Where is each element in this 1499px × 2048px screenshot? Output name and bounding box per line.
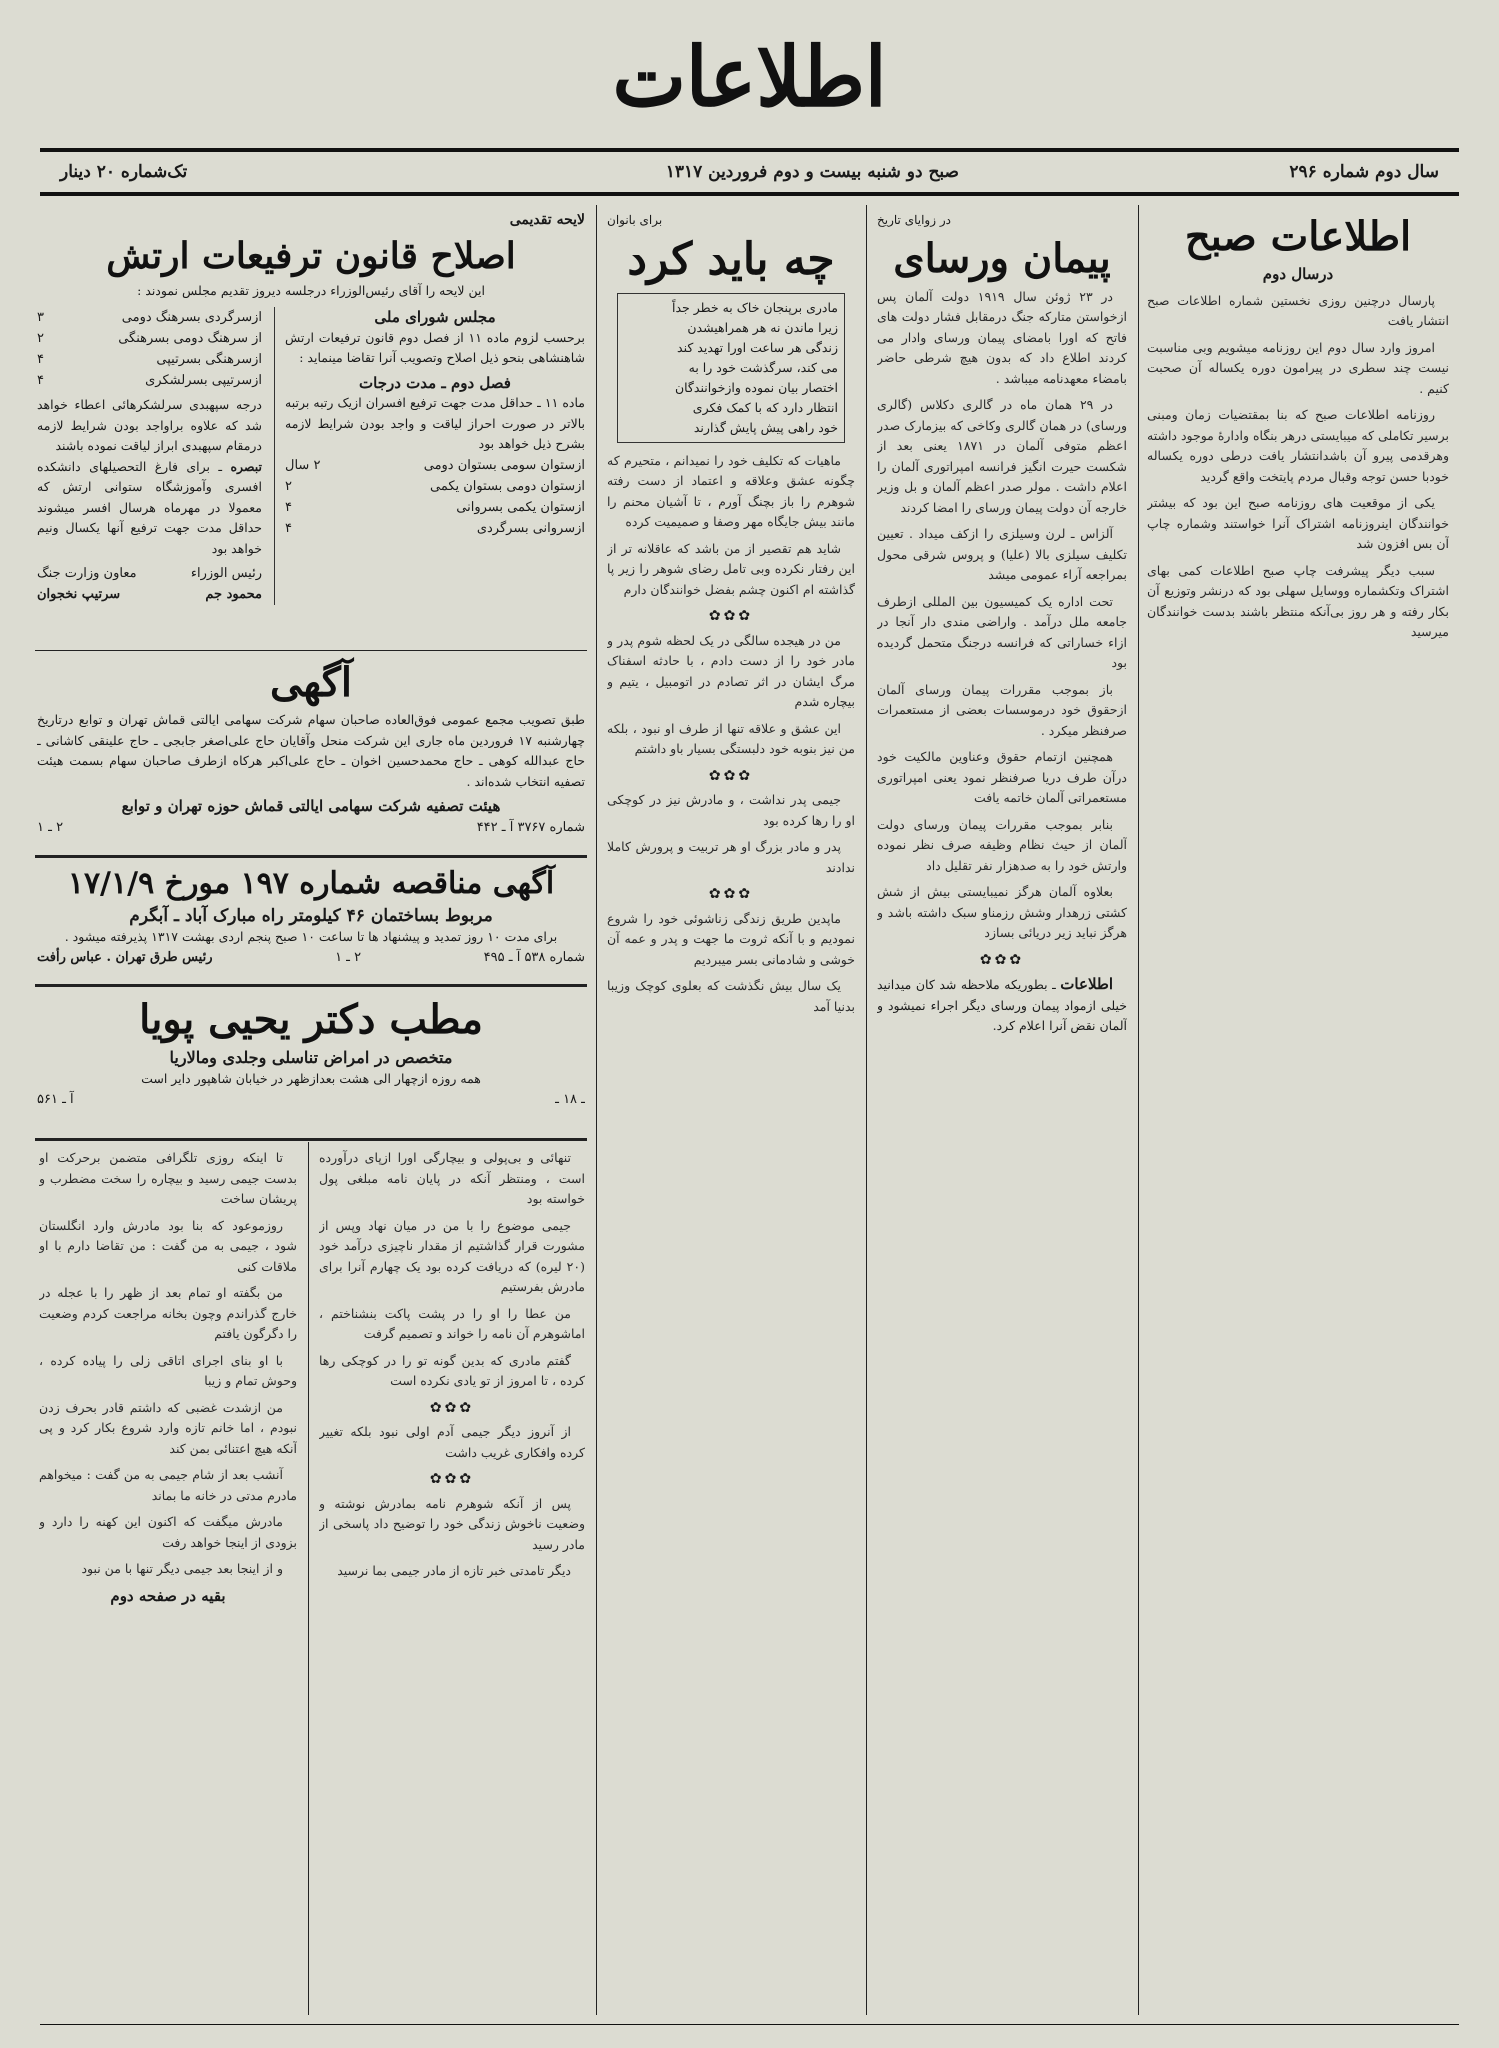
women-paragraph: من در هیجده سالگی در یک لحظه شوم پدر و مادر خود را از دست دادم ، با حادثه اسفناک مرگ ایشان در اثر تصادم در اتومبیل ، یتیم و بیچاره شدم — [607, 632, 855, 709]
versailles-paragraph: در ۲۳ ژوئن سال ۱۹۱۹ دولت آلمان پس ازخواستن متارکه جنگ درمقابل فشار دولت های فاتح که اورا بامضای پیمان ورسای وادار می کردند اطلاع داد که بدون هیچ شرطی حاضر بامضاء معهدنامه میباشد . — [877, 288, 1127, 386]
story-paragraph: تا اینکه روزی تلگرافی متضمن برحرکت او بدست جیمی رسید و بیچاره را سخت مضطرب و پریشان ساخت — [39, 1150, 297, 1206]
tender-code-secondary: ۲ ـ ۱ — [335, 950, 362, 965]
women-paragraph: پدر و مادر بزرگ او هر تربیت و پرورش کاملا ندادند — [607, 839, 855, 875]
bill-tag: لایحه تقدیمی — [509, 212, 585, 228]
section-separator: ✿✿✿ — [708, 886, 754, 902]
versailles-paragraph: بنابر بموجب مقررات پیمان ورسای دولت آلمان از حیث نظام وظیفه صرف نظر نموده وارتش خود را به صدهزار نفر تقلیل داد — [877, 816, 1127, 873]
rank-row — [37, 370, 262, 391]
story-paragraph: تنهائی و بی‌پولی و بیچارگی اورا ازپای درآورده است ، ومنتظر آنکه در پایان نامه مبلغی پول خواسته بود — [319, 1150, 585, 1206]
versailles-column: در زوایای تاریخ پیمان ورسای در ۲۳ ژوئن سال ۱۹۱۹ دولت آلمان پس ازخواستن متارکه جنگ درمقابل فشار دولت های فاتح که اورا بامضای پیمان ورسای وادار می کردند اطلاع داد که بدون هیچ شرطی حاضر بامضاء معهدنامه میباشد . در ۲۹ همان ماه در گالری دکلاس (گالری ورسای) در همان گالری وکاخی که بیزمارک صدر اعظم متوفی آلمان در ۱۸۷۱ یعنی بعد از شکست حیرت انگیز فرانسه امپراتوری آلمان را اعلام داشت . مولر صدر اعظم آلمان و بل وزیر خارجه آن دولت پیمان ورسای را امضا کردند آلزاس ـ لرن وسیلزی را ازکف میداد . تعیین تکلیف سیلزی بالا (علیا) و پروس شرقی محول بمراجعه آراء عمومی میشد تحت اداره یک کمیسیون بین المللی ازطرف جامعه ملل درآمد . واراضی مندی دار آنجا در ازاء خساراتی که فرانسه درجنگ متحمل گردیده بود باز بموجب مقررات پیمان ورسای آلمان ازحقوق خود درموسسات بعضی از مستعمرات صرفنظر میکرد . همچنین ازتمام حقوق وعناوین مالکیت خود درآن طرف دریا صرفنظر نمود یعنی امپراتوری مستعمراتی آلمان خاتمه یافت بنابر بموجب مقررات پیمان ورسای دولت آلمان از حیث نظام وظیفه صرف نظر نموده وارتش خود را به صدهزار نفر تقلیل داد بعلاوه آلمان هرگز نمیبایستی بیش از شش کشتی زرهدار وشش رزمناو سبک داشته باشد و هرگز نباید زیر دریائی بسازد ✿✿✿ اطلاعات ـ بطوریکه ملاحظه شد کان میدانید خیلی ازمواد پیمان ورسای دیگر اجراء نمیشود و آلمان نقض آنرا اعلام کرد. — [877, 210, 1127, 2010]
women-intro-box — [617, 293, 845, 443]
editorial-paragraph: امروز وارد سال دوم این روزنامه میشویم وبی مناسبت نیست چند سطری در پیرامون دوره یکساله آن صحبت کنیم . — [1147, 339, 1449, 396]
rank-years: ۲ — [37, 331, 44, 346]
versailles-kicker: در زوایای تاریخ — [877, 213, 951, 227]
doctor-title: مطب دکتر یحیی پویا — [139, 996, 483, 1043]
story-paragraph: آنشب بعد از شام جیمی به من گفت : میخواهم مادرم مدتی در خانه ما بماند — [39, 1467, 297, 1503]
intro-line: مادری برپنجان خاک به خطر جداً — [672, 299, 838, 315]
rank-row — [285, 497, 585, 518]
bill-section — [37, 210, 585, 650]
rank-row — [37, 349, 262, 370]
bill-ranks-block: ازسرگردی بسرهنگ دومی ۳ از سرهنگ دومی بسرهنگی ۲ ازسرهنگی بسرتیپی ۴ ازسرتیپی بسرلشکری ۴ درجه سپهبدی سرلشکرهائی اعطاء خواهد شد که علاوه براواجد بودن شرایط لازمه درمقام سپهبدی ابراز لیاقت نموده باشند تبصره ـ برای فارغ التحصیلهای دانشکده افسری وآموزشگاه ستوانی ارتش که معمولا در مهرماه هرسال افسر میشوند حداقل مدت جهت ترفیع آنها یکسال ونیم خواهد بود رئیس الوزراء معاون وزارت جنگ محمود جم سرتیپ نخجوان — [37, 307, 262, 605]
masthead — [0, 18, 1499, 138]
section-rule — [35, 984, 587, 987]
doctor-code-secondary: ـ ۱۸ ـ — [555, 1092, 585, 1107]
column-divider — [308, 1142, 309, 2015]
story-left-column — [39, 1148, 297, 2018]
section-rule — [35, 650, 587, 651]
page-bottom-rule — [40, 2024, 1459, 2025]
column-divider — [1138, 205, 1139, 2015]
story-continuation-column — [319, 1148, 585, 2018]
rank-name: ازستوان یکمی بسروانی — [456, 499, 585, 515]
versailles-footer-text: بطوریکه ملاحظه شد کان میدانید خیلی ازمواد پیمان ورسای دیگر اجراء نمیشود و آلمان نقض آنرا اعلام کرد. — [877, 977, 1127, 1033]
issue-price: تک‌شماره ۲۰ دینار — [60, 162, 188, 182]
masthead-rule-bottom — [40, 192, 1459, 196]
signatory-title: معاون وزارت جنگ — [37, 566, 137, 581]
intro-line: خود راهی پیش پایش گذارند — [693, 419, 838, 435]
story-paragraph: دیگر تامدتی خبر تازه از مادر جیمی بما نرسید — [337, 1563, 571, 1578]
editorial-paragraph: سبب دیگر پیشرفت چاپ صبح اطلاعات کمی بهای اشتراک وتکشماره ووسایل سهلی بود که درنشر وتوزیع آن بکار رفته و هر روز بی‌آنکه منتظر باشند بدست خوانندگان میرسید — [1147, 562, 1449, 639]
story-paragraph: من بگفته او تمام بعد از ظهر را با عجله در خارج گذراندم وچون بخانه مراجعت کردم وضعیت را دگرگون یافتم — [39, 1285, 297, 1341]
majlis-title: مجلس شورای ملی — [374, 308, 496, 326]
tender-code: شماره ۵۳۸ آ ـ ۴۹۵ — [483, 950, 585, 965]
section-rule — [35, 1138, 587, 1141]
story-paragraph: من عطا را او را در پشت پاکت بنشناختم ، اماشوهرم آن نامه را خواند و تصمیم گرفت — [319, 1305, 585, 1341]
liquidation-ad — [37, 656, 585, 852]
tender-signature: رئیس طرق تهران . عباس رأفت — [37, 950, 213, 965]
rank-name: ازستوان سومی بستوان دومی — [423, 457, 585, 473]
women-paragraph: شاید هم تقصیر از من باشد که عاقلانه تر از این رفتار نکرده وبی تامل رضای شوهر را زیر پا گذاشته ام اکنون چشم بفضل خوانندگان دارم — [607, 540, 855, 597]
rank-row — [285, 518, 585, 539]
continued-note: بقیه در صفحه دوم — [110, 1586, 226, 1605]
tender-subtitle: مربوط بساختمان ۴۶ کیلومتر راه مبارک آباد ـ آبگرم — [129, 906, 493, 926]
intro-line: انتظار دارد که با کمک فکری — [692, 399, 838, 415]
rank-name: ازسروانی بسرگردی — [476, 520, 585, 536]
doctor-ad — [37, 992, 585, 1130]
tender-title: آگهی مناقصه شماره ۱۹۷ مورخ ۱۷/۱/۹ — [67, 866, 555, 901]
women-paragraph: یک سال بیش نگذشت که بعلوی کوچک وزیبا بدنیا آمد — [607, 978, 855, 1014]
ad-code-secondary: ۲ ـ ۱ — [37, 819, 64, 835]
bill-section-title: فصل دوم ـ مدت درجات — [359, 373, 511, 392]
majlis-text: برحسب لزوم ماده ۱۱ از فصل دوم قانون ترفیعات ارتش شاهنشاهی بنحو ذیل اصلاح وتصویب آنرا تقاضا مینماید : — [285, 329, 585, 365]
rank-name: ازستوان دومی بستوان یکمی — [429, 478, 585, 494]
rank-name: ازسرهنگی بسرتیپی — [156, 352, 262, 367]
tabsare-label: تبصره — [230, 458, 262, 474]
signatory-name: محمود جم — [205, 587, 262, 602]
bill-title: اصلاح قانون ترفیعات ارتش — [106, 234, 516, 277]
ad-signature: هیئت تصفیه شرکت سهامی ایالتی قماش حوزه تهران و توابع — [121, 797, 501, 815]
rank-row — [285, 455, 585, 476]
versailles-paragraph: بعلاوه آلمان هرگز نمیبایستی بیش از شش کشتی زرهدار وشش رزمناو سبک داشته باشد و هرگز نباید زیر دریائی بسازد — [877, 884, 1127, 940]
women-paragraph: جیمی پدر نداشت ، و مادرش نیز در کوچکی او را رها کرده بود — [607, 792, 855, 828]
versailles-paragraph: باز بموجب مقررات پیمان ورسای آلمان ازحقوق خود درموسسات بعضی از مستعمرات صرفنظر میکرد . — [877, 681, 1127, 738]
doctor-specialty: متخصص در امراض تناسلی وجلدی ومالاریا — [169, 1048, 453, 1067]
versailles-paragraph: در ۲۹ همان ماه در گالری دکلاس (گالری ورسای) در همان گالری وکاخی که بیزمارک صدر اعظم متوفی آلمان در ۱۸۷۱ یعنی بعد از شکست حیرت انگیز فرانسه امپراتوری آلمان را اعلام داشت . مولر صدر اعظم آلمان و بل وزیر خارجه آن دولت پیمان ورسای را امضا کردند — [877, 397, 1127, 515]
intro-line: اختصار بیان نموده وازخوانندگان — [674, 379, 838, 395]
section-rule — [35, 855, 587, 858]
bill-majlis-block — [274, 307, 585, 605]
dateline — [60, 162, 1439, 188]
story-paragraph: من ازشدت غضبی که داشتم قادر بحرف زدن نبودم ، اما خانم تازه وارد شروع بکار کرد و پی آنکه هیچ اعتنائی بمن کند — [39, 1399, 297, 1456]
column-divider — [596, 205, 597, 2015]
rank-row — [37, 328, 262, 349]
doctor-hours: همه روزه ازچهار الی هشت بعدازظهر در خیابان شاهپور دایر است — [141, 1070, 481, 1086]
newspaper-logo: اطلاعات — [612, 29, 887, 126]
rank-years: ۲ — [285, 478, 292, 494]
rank-years: ۴ — [37, 373, 44, 388]
versailles-paragraph: همچنین ازتمام حقوق وعناوین مالکیت خود درآن طرف دریا صرفنظر نمود یعنی امپراتوری مستعمراتی آلمان خاتمه یافت — [877, 749, 1127, 805]
rank-row — [37, 307, 262, 328]
section-separator: ✿✿✿ — [429, 1399, 475, 1416]
rank-years: ۴ — [285, 520, 292, 536]
ad-code: شماره ۳۷۶۷ آ ـ ۴۴۲ — [476, 819, 585, 835]
tender-text: برای مدت ۱۰ روز تمدید و پیشنهاد ها تا ساعت ۱۰ صبح پنجم اردی بهشت ۱۳۱۷ پذیرفته میشود . — [64, 928, 558, 944]
editorial-column — [1147, 210, 1449, 2000]
story-paragraph: و از اینجا بعد جیمی دیگر تنها با من نبود — [81, 1561, 283, 1576]
versailles-footer-title: اطلاعات — [1060, 975, 1113, 993]
section-separator: ✿✿✿ — [708, 767, 754, 784]
rank-name: ازسرتیپی بسرلشکری — [145, 373, 262, 388]
story-paragraph: روزموعود که بنا بود مادرش وارد انگلستان شود ، جیمی به من گفت : من تقاضا دارم با او ملاقات کنی — [39, 1217, 297, 1274]
women-column — [607, 210, 855, 2010]
tabsare-text: برای فارغ التحصیلهای دانشکده افسری وآموزشگاه ستوانی ارتش که معمولا در مهرماه هرسال افسر میشوند حداقل مدت جهت ترفیع آنها یکسال ونیم خواهد بود — [37, 458, 262, 556]
women-kicker: برای بانوان — [607, 213, 663, 227]
intro-line: می کند، سرگذشت خود را به — [688, 359, 838, 375]
section-separator: ✿✿✿ — [429, 1471, 475, 1487]
story-paragraph: از آنروز دیگر جیمی آدم اولی نبود بلکه تغییر کرده وافکاری غریب داشت — [319, 1424, 585, 1460]
rank-years: ۳ — [37, 310, 44, 325]
section-separator: ✿✿✿ — [708, 608, 754, 624]
versailles-paragraph: آلزاس ـ لرن وسیلزی را ازکف میداد . تعیین تکلیف سیلزی بالا (علیا) و پروس شرقی محول بمراجعه آراء عمومی میشد — [877, 526, 1127, 582]
rank-row — [285, 476, 585, 497]
rank-years: ۴ — [37, 352, 44, 367]
bill-note: درجه سپهبدی سرلشکرهائی اعطاء خواهد شد که علاوه براواجد بودن شرایط لازمه درمقام سپهبدی ابراز لیاقت نموده باشند — [37, 397, 262, 453]
rank-years: ۲ سال — [285, 457, 321, 473]
section-separator: ✿✿✿ — [979, 951, 1025, 968]
editorial-paragraph: یکی از موقعیت های روزنامه صبح این بود که بیشتر خوانندگان اینروزنامه اشتراک آنرا خواستند وشماره چاپ آن بس افزون شد — [1147, 495, 1449, 551]
bill-article: ماده ۱۱ ـ حداقل مدت جهت ترفیع افسران ازیک رتبه برتبه بالاتر در صورت احراز لیاقت و واجد بودن شرایط لازمه بشرح ذیل خواهد بود — [285, 395, 585, 451]
rank-years: ۴ — [285, 499, 292, 515]
masthead-rule-top — [40, 148, 1459, 152]
story-paragraph: مادرش میگفت که اکنون این کهنه را دارد و بزودی از اینجا خواهد رفت — [39, 1514, 297, 1550]
story-paragraph: پس از آنکه شوهرم نامه بمادرش نوشته و وضعیت ناخوش زندگی خود را توضیح داد پاسخی از مادر رسید — [319, 1495, 585, 1552]
ad-title: آگهی — [270, 659, 352, 706]
signatory-title: رئیس الوزراء — [190, 566, 262, 581]
ad-text: طبق تصویب مجمع عمومی فوق‌العاده صاحبان سهام شرکت سهامی ایالتی قماش تهران و توابع درتاریخ چهارشنبه ۱۷ فروردین ماه جاری این شرکت منحل وآقایان حاج علی‌اصغر جابجی ـ حاج علینقی کاشانی ـ حاج عبدالله کوهی ـ حاج محمدحسین اخوان ـ حاج علی‌اکبر هرکاه ازطرف صاحبان سهام بسمت هیئت تصفیه انتخاب شده‌اند . — [37, 712, 585, 789]
versailles-title: پیمان ورسای — [893, 234, 1111, 282]
bill-subtitle: این لایحه را آقای رئیس‌الوزراء درجلسه دیروز تقدیم مجلس نمودند : — [137, 282, 485, 298]
intro-line: زیرا ماندن نه هر همراهیشدن — [687, 319, 838, 335]
editorial-subtitle: درسال دوم — [1262, 265, 1334, 283]
tender-ad — [37, 862, 585, 980]
women-paragraph: ماپدین طریق زندگی زناشوئی خود را شروع نمودیم و با آنکه ثروت ما جهت و پدر و عمه آن خوشی و شادمانی بسر میبردیم — [607, 910, 855, 967]
story-paragraph: جیمی موضوع را با من در میان نهاد وپس از مشورت قرار گذاشتیم از مقدار ناچیزی درآمد خود (۲۰ لیره) که دریافت کرده بود یک چهارم آنرا برای مادرش بفرستیم — [319, 1217, 585, 1294]
story-paragraph: گفتم مادری که بدین گونه تو را در کوچکی رها کرده ، تا امروز از تو یادی نکرده است — [319, 1352, 585, 1388]
issue-date: صبح دو شنبه بیست و دوم فروردین ۱۳۱۷ — [665, 162, 959, 182]
editorial-paragraph: پارسال درچنین روزی نخستین شماره اطلاعات صبح انتشار یافت — [1147, 292, 1449, 328]
issue-number: سال دوم شماره ۲۹۶ — [1289, 162, 1439, 182]
signatory-name: سرتیپ نخجوان — [37, 587, 121, 602]
women-title: چه باید کرد — [627, 233, 835, 285]
column-divider — [866, 205, 867, 2015]
versailles-paragraph: تحت اداره یک کمیسیون بین المللی ازطرف جامعه ملل درآمد . واراضی مندی دار آنجا در ازاء خساراتی که فرانسه درجنگ متحمل گردیده بود — [877, 593, 1127, 670]
editorial-title: اطلاعات صبح — [1184, 213, 1412, 260]
intro-line: زندگی هر ساعت اورا تهدید کند — [677, 339, 838, 355]
rank-name: از سرهنگ دومی بسرهنگی — [118, 331, 262, 346]
story-paragraph: با او بنای اجرای اتاقی زلی را پیاده کرده ، وحوش تمام و زیبا — [39, 1352, 297, 1388]
rank-name: ازسرگردی بسرهنگ دومی — [121, 310, 262, 325]
women-paragraph: این عشق و علاقه تنها از طرف او نبود ، بلکه من نیز بنوبه خود دلبستگی بسیار باو داشتم — [607, 720, 855, 756]
editorial-paragraph: روزنامه اطلاعات صبح که بنا بمقتضیات زمان ومبنی برسیر تکاملی که میبایستی درهر بنگاه وادارۀ موجود داشته وهرقدمی پیرو آن باشدانتشار یافت درطی دوره یکساله خودبا حسن توجه وقبال مردم پایتخت واقع گردید — [1147, 407, 1449, 484]
women-paragraph: ماهیات که تکلیف خود را نمیدانم ، متحیرم که چگونه عشق وعلاقه و اعتماد از دست رفته شوهرم را باز بچنگ آورم ، تا آشیان محنم را مانند بیش جایگاه مهر وصفا و صمیمیت کرده — [607, 452, 855, 529]
doctor-code: آ ـ ۵۶۱ — [37, 1092, 74, 1107]
